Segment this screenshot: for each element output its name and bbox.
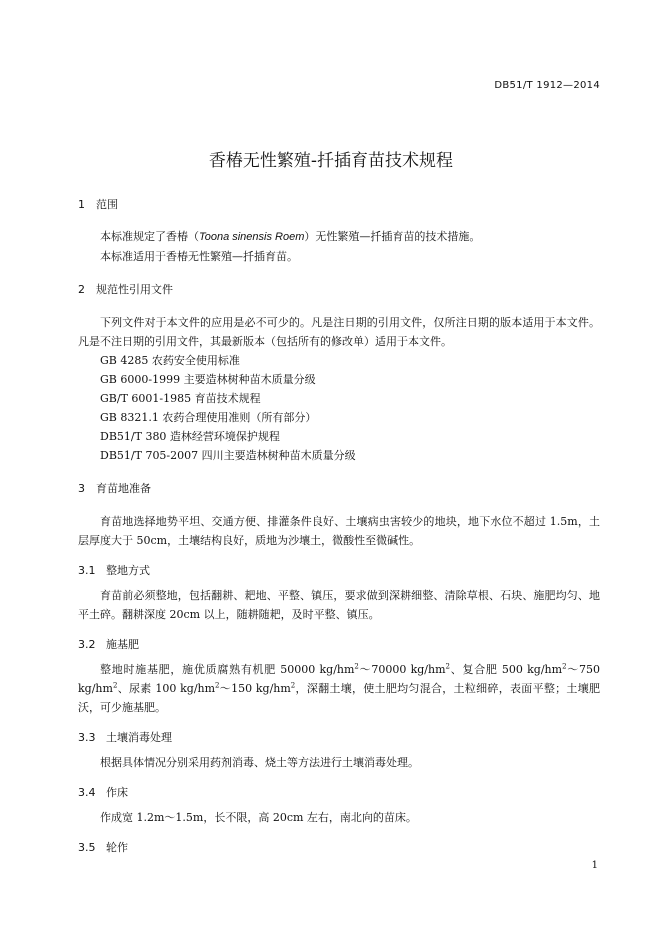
reference-item: GB 8321.1 农药合理使用准则（所有部分）: [100, 411, 317, 424]
standard-code: DB51/T 1912—2014: [494, 80, 600, 91]
subsection-3-5-heading: [78, 839, 600, 855]
latin-name: Toona sinensis Roem: [199, 231, 305, 243]
subsection-number: 3.2: [78, 638, 96, 651]
reference-item: GB/T 6001-1985 育苗技术规程: [100, 392, 261, 405]
subsection-title: 轮作: [106, 841, 128, 854]
references-intro: 下列文件对于本文件的应用是必不可少的。凡是注日期的引用文件，仅所注日期的版本适用于本文件。凡是不注日期的引用文件，其最新版本（包括所有的修改单）适用于本文件。: [78, 316, 600, 348]
fertilizer-paragraph: 整地时施基肥，施优质腐熟有机肥 50000 $kg/hm^2\sim 70000$ $kg/hm^2$、复合肥 500 $kg/hm^2\sim 750$ $kg/hm^2$、尿素 100 $kg/hm^2\sim 150$ $kg/hm^2$，深翻土壤，使土肥均匀混合，土粒细碎，表面平整；土壤肥沃，可少施基肥。: [78, 662, 600, 714]
subsection-number: 3.3: [78, 731, 96, 744]
reference-item: GB 4285 农药安全使用标准: [100, 354, 240, 367]
subsection-3-2-heading: [78, 636, 600, 652]
subsection-number: 3.4: [78, 786, 96, 799]
section-title: 育苗地准备: [96, 482, 151, 495]
section-title: 范围: [96, 198, 118, 211]
subsection-3-3-heading: [78, 729, 600, 745]
section-3-heading: [78, 480, 600, 496]
subsection-3-4-heading: [78, 784, 600, 800]
subsection-title: 土壤消毒处理: [106, 731, 172, 744]
subsection-title: 施基肥: [106, 638, 139, 651]
nursery-prep-paragraph: 育苗地选择地势平坦、交通方便、排灌条件良好、土壤病虫害较少的地块，地下水位不超过 1.5m，土层厚度大于 50cm，土壤结构良好，质地为沙壤土，微酸性至微碱性。: [78, 515, 600, 547]
section-2-heading: [78, 281, 600, 297]
reference-item: DB51/T 705-2007 四川主要造林树种苗木质量分级: [100, 449, 356, 462]
scope-paragraph-1: 本标准规定了香椿（Toona sinensis Roem）无性繁殖—扦插育苗的技术措施。: [100, 230, 481, 243]
subsection-title: 作床: [106, 786, 128, 799]
reference-item: DB51/T 380 造林经营环境保护规程: [100, 430, 280, 443]
reference-item: GB 6000-1999 主要造林树种苗木质量分级: [100, 373, 316, 386]
section-number: 3: [78, 482, 85, 495]
scope-paragraph-2: 本标准适用于香椿无性繁殖—扦插育苗。: [100, 250, 298, 263]
tillage-paragraph: 育苗前必须整地，包括翻耕、耙地、平整、镇压，要求做到深耕细整、清除草根、石块、施肥均匀、地平土碎。翻耕深度 20cm 以上，随耕随耙，及时平整、镇压。: [78, 589, 600, 621]
subsection-number: 3.5: [78, 841, 96, 854]
document-title: 香椿无性繁殖-扦插育苗技术规程: [208, 151, 454, 171]
page-number: 1: [591, 860, 598, 871]
document-body: [78, 196, 600, 855]
subsection-number: 3.1: [78, 564, 96, 577]
seedbed-paragraph: 作成宽 1.2m～1.5m，长不限，高 20cm 左右，南北向的苗床。: [100, 811, 417, 824]
section-number: 1: [78, 198, 85, 211]
section-1-heading: [78, 196, 600, 212]
subsection-3-1-heading: [78, 562, 600, 578]
soil-disinfection-paragraph: 根据具体情况分别采用药剂消毒、烧土等方法进行土壤消毒处理。: [100, 756, 419, 769]
section-number: 2: [78, 283, 85, 296]
section-title: 规范性引用文件: [96, 283, 173, 296]
subsection-title: 整地方式: [106, 564, 150, 577]
